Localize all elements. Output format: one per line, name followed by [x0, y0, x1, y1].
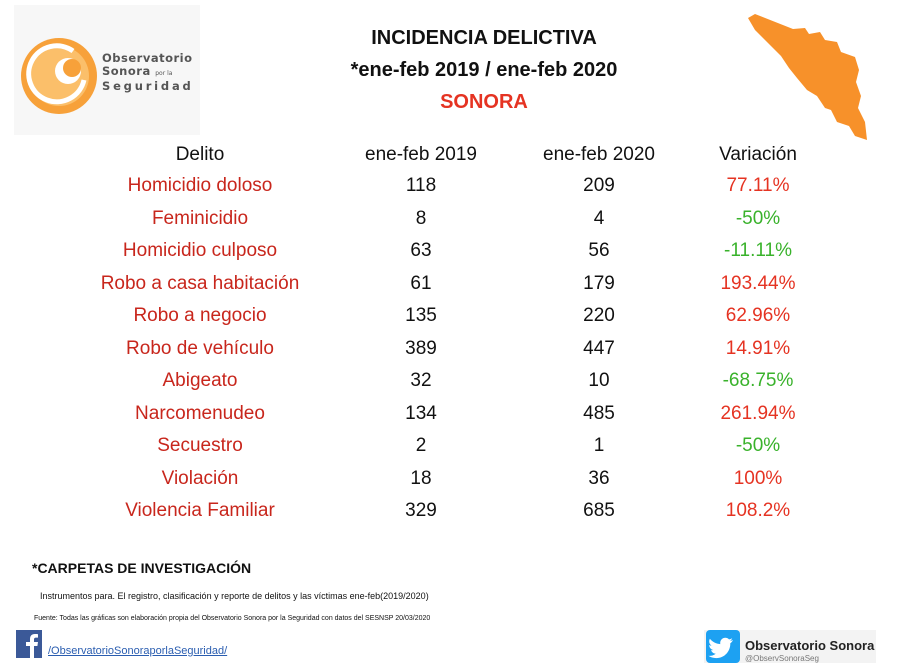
delito-cell: Secuestro [157, 435, 243, 457]
delito-cell: Robo a casa habitación [100, 272, 300, 294]
table-row [72, 398, 832, 431]
organization-logo [14, 5, 200, 135]
value-2020-cell: 485 [583, 402, 615, 424]
header-variacion: Variación [719, 144, 797, 165]
delito-cell: Homicidio doloso [127, 175, 273, 197]
twitter-badge[interactable] [704, 630, 876, 663]
delito-cell: Narcomenudeo [135, 402, 265, 424]
variation-cell: -68.75% [722, 370, 794, 392]
header-2020: ene-feb 2020 [543, 144, 655, 165]
variation-cell: 77.11% [726, 175, 790, 197]
value-2019-cell: 2 [415, 435, 427, 457]
delito-cell: Abigeato [162, 370, 238, 392]
value-2019-cell: 134 [405, 402, 437, 424]
header-2019: ene-feb 2019 [365, 144, 477, 165]
table-header-row [72, 140, 832, 170]
variation-cell: -11.11% [724, 240, 792, 262]
logo-wordmark [102, 52, 194, 93]
value-2020-cell: 220 [583, 305, 615, 327]
value-2019-cell: 389 [405, 337, 437, 359]
facebook-icon[interactable] [16, 630, 42, 658]
period-subtitle: *ene-feb 2019 / ene-feb 2020 [350, 59, 618, 81]
logo-line-2-small: por la [155, 70, 173, 77]
delito-cell: Violencia Familiar [125, 500, 275, 522]
sun-logo-icon [18, 35, 100, 117]
table-row [72, 300, 832, 333]
variation-cell: 193.44% [720, 272, 796, 294]
variation-cell: 14.91% [725, 337, 791, 359]
value-2019-cell: 61 [410, 272, 432, 294]
state-name: SONORA [440, 91, 528, 113]
value-2019-cell: 118 [405, 175, 437, 197]
logo-line-2: Sonora [102, 64, 151, 78]
delito-cell: Homicidio culposo [122, 240, 278, 262]
twitter-handle: @ObservSonoraSeg [745, 654, 819, 663]
value-2020-cell: 10 [588, 370, 610, 392]
value-2019-cell: 63 [410, 240, 432, 262]
value-2019-cell: 18 [410, 467, 432, 489]
table-row [72, 495, 832, 528]
table-row [72, 235, 832, 268]
page-title: INCIDENCIA DELICTIVA [371, 27, 597, 49]
delito-cell: Robo a negocio [133, 305, 267, 327]
value-2020-cell: 1 [593, 435, 605, 457]
value-2019-cell: 135 [405, 305, 437, 327]
table-row [72, 430, 832, 463]
crime-incidence-table [72, 140, 832, 528]
instrumentos-note: Instrumentos para. El registro, clasificación y reporte de delitos y las víctimas ene-feb(2019/2020) [40, 591, 429, 601]
value-2020-cell: 4 [593, 207, 605, 229]
source-note: Fuente: Todas las gráficas son elaboración propia del Observatorio Sonora por la Seguridad con datos del SESNSP 20/03/2020 [34, 615, 431, 622]
value-2020-cell: 179 [583, 272, 615, 294]
twitter-account-name: Observatorio Sonora [745, 638, 875, 653]
value-2020-cell: 447 [583, 337, 615, 359]
carpetas-note: *CARPETAS DE INVESTIGACIÓN [32, 560, 252, 576]
table-row [72, 463, 832, 496]
delito-cell: Robo de vehículo [126, 337, 274, 359]
variation-cell: 100% [733, 467, 783, 489]
table-row [72, 365, 832, 398]
value-2020-cell: 209 [583, 175, 615, 197]
value-2019-cell: 32 [410, 370, 432, 392]
variation-cell: 261.94% [720, 402, 796, 424]
variation-cell: 108.2% [725, 500, 791, 522]
facebook-link[interactable]: /ObservatorioSonoraporlaSeguridad/ [48, 645, 228, 657]
table-row [72, 170, 832, 203]
variation-cell: -50% [735, 435, 781, 457]
logo-line-1: Observatorio [102, 51, 193, 65]
value-2019-cell: 8 [415, 207, 427, 229]
delito-cell: Feminicidio [151, 207, 249, 229]
table-row [72, 268, 832, 301]
header-delito: Delito [175, 144, 225, 165]
logo-line-3: Seguridad [102, 79, 194, 93]
value-2020-cell: 36 [588, 467, 610, 489]
table-row [72, 333, 832, 366]
value-2020-cell: 56 [588, 240, 610, 262]
variation-cell: 62.96% [725, 305, 791, 327]
sonora-map-icon [745, 12, 870, 142]
table-row [72, 203, 832, 236]
delito-cell: Violación [161, 467, 239, 489]
value-2020-cell: 685 [583, 500, 615, 522]
value-2019-cell: 329 [405, 500, 437, 522]
twitter-icon [706, 630, 740, 663]
variation-cell: -50% [735, 207, 781, 229]
